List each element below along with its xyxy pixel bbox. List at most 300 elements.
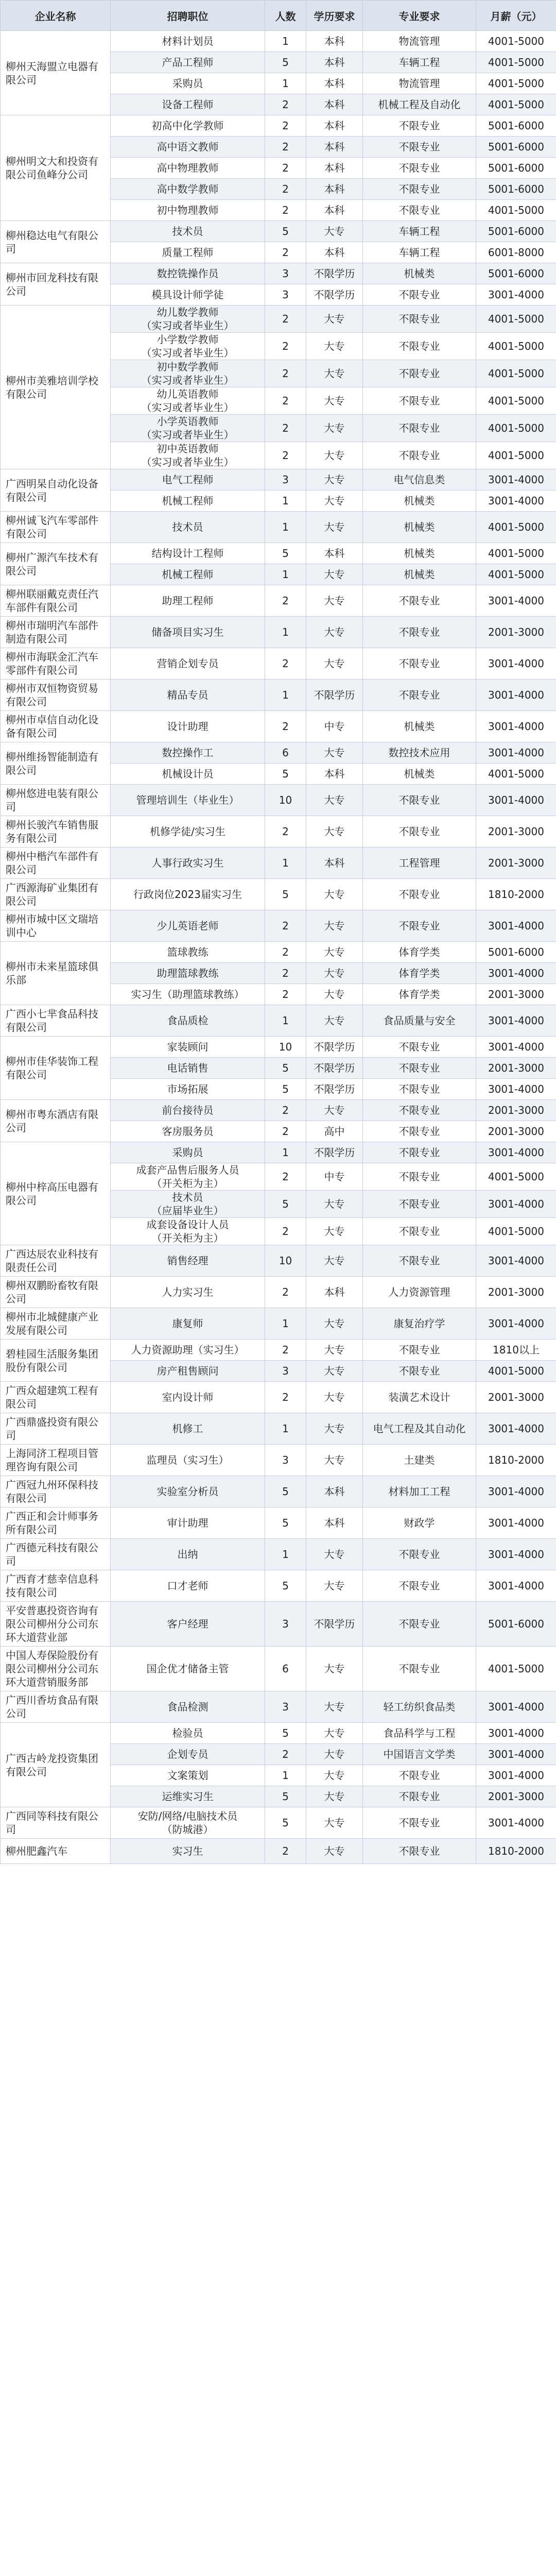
salary: 4001-5000 (476, 94, 556, 115)
major: 不限专业 (363, 115, 476, 137)
headcount: 5 (265, 1191, 306, 1218)
table-row (1, 942, 556, 963)
major: 不限专业 (363, 1647, 476, 1691)
job-title: 客房服务员 (111, 1121, 265, 1142)
major: 不限专业 (363, 1218, 476, 1245)
salary: 5001-6000 (476, 158, 556, 179)
company-name: 广西鼎盛投资有限公司 (1, 1413, 111, 1445)
education: 大专 (306, 1191, 363, 1218)
job-title: 高中物理教师 (111, 158, 265, 179)
education: 大专 (306, 816, 363, 848)
table-row (1, 1807, 556, 1839)
salary: 4001-5000 (476, 387, 556, 415)
education: 本科 (306, 764, 363, 785)
job-title: 行政岗位2023届实习生 (111, 879, 265, 910)
table-row (1, 1308, 556, 1340)
company-name: 柳州市粤东酒店有限公司 (1, 1100, 111, 1142)
major: 不限专业 (363, 306, 476, 333)
headcount: 5 (265, 764, 306, 785)
header-position: 招聘职位 (111, 1, 265, 31)
headcount: 2 (265, 415, 306, 442)
education: 大专 (306, 1839, 363, 1864)
job-title: 技术员 （应届毕业生） (111, 1191, 265, 1218)
education: 大专 (306, 564, 363, 585)
education: 本科 (306, 158, 363, 179)
job-title: 电话销售 (111, 1058, 265, 1079)
header-salary: 月薪（元） (476, 1, 556, 31)
salary: 3001-4000 (476, 680, 556, 711)
table-body (1, 31, 556, 1864)
table-row (1, 1539, 556, 1570)
job-title: 数控操作工 (111, 742, 265, 764)
salary: 5001-6000 (476, 179, 556, 200)
headcount: 2 (265, 1277, 306, 1308)
headcount: 1 (265, 848, 306, 879)
headcount: 3 (265, 1691, 306, 1723)
education: 大专 (306, 1245, 363, 1277)
company-name: 广西冠九州环保科技有限公司 (1, 1476, 111, 1507)
headcount: 3 (265, 1445, 306, 1476)
education: 大专 (306, 742, 363, 764)
headcount: 5 (265, 543, 306, 564)
salary: 4001-5000 (476, 1218, 556, 1245)
major: 人力资源管理 (363, 1277, 476, 1308)
job-title: 审计助理 (111, 1507, 265, 1539)
salary: 4001-5000 (476, 1163, 556, 1191)
headcount: 5 (265, 1807, 306, 1839)
job-title: 助理工程师 (111, 585, 265, 617)
job-title: 高中语文教师 (111, 137, 265, 158)
company-name: 柳州市瑞明汽车部件制造有限公司 (1, 617, 111, 648)
headcount: 1 (265, 1308, 306, 1340)
table-row (1, 1382, 556, 1413)
company-name: 柳州联丽戴克责任汽车部件有限公司 (1, 585, 111, 617)
job-title: 监理员（实习生） (111, 1445, 265, 1476)
salary: 4001-5000 (476, 200, 556, 221)
salary: 4001-5000 (476, 73, 556, 94)
major: 装潢艺术设计 (363, 1382, 476, 1413)
company-name: 广西明杲自动化设备有限公司 (1, 469, 111, 512)
major: 车辆工程 (363, 221, 476, 242)
major: 不限专业 (363, 200, 476, 221)
table-header-row (1, 1, 556, 31)
major: 不限专业 (363, 415, 476, 442)
job-title: 助理篮球教练 (111, 963, 265, 984)
job-title: 房产租售顾问 (111, 1361, 265, 1382)
major: 不限专业 (363, 1079, 476, 1100)
education: 大专 (306, 648, 363, 680)
company-name: 柳州市美雅培训学校有限公司 (1, 306, 111, 469)
job-title: 机修工 (111, 1413, 265, 1445)
education: 大专 (306, 785, 363, 816)
job-title: 采购员 (111, 73, 265, 94)
education: 大专 (306, 333, 363, 360)
education: 本科 (306, 179, 363, 200)
job-title: 口才老师 (111, 1570, 265, 1602)
major: 车辆工程 (363, 242, 476, 263)
job-title: 采购员 (111, 1142, 265, 1163)
job-title: 出纳 (111, 1539, 265, 1570)
major: 不限专业 (363, 1602, 476, 1647)
headcount: 2 (265, 984, 306, 1005)
headcount: 1 (265, 1765, 306, 1786)
salary: 3001-4000 (476, 785, 556, 816)
major: 轻工纺织食品类 (363, 1691, 476, 1723)
job-title: 数控铣操作员 (111, 263, 265, 284)
company-name: 柳州市北城健康产业发展有限公司 (1, 1308, 111, 1340)
table-row (1, 879, 556, 910)
headcount: 3 (265, 1602, 306, 1647)
job-title: 电气工程师 (111, 469, 265, 490)
headcount: 2 (265, 137, 306, 158)
salary: 3001-4000 (476, 742, 556, 764)
education: 本科 (306, 73, 363, 94)
education: 本科 (306, 115, 363, 137)
education: 大专 (306, 585, 363, 617)
salary: 4001-5000 (476, 333, 556, 360)
job-title: 检验员 (111, 1723, 265, 1744)
major: 体育学类 (363, 942, 476, 963)
education: 大专 (306, 1647, 363, 1691)
table-row (1, 617, 556, 648)
major: 不限专业 (363, 1163, 476, 1191)
job-title: 小学英语教师 （实习或者毕业生） (111, 415, 265, 442)
table-row (1, 785, 556, 816)
salary: 2001-3000 (476, 1058, 556, 1079)
major: 不限专业 (363, 1765, 476, 1786)
education: 大专 (306, 387, 363, 415)
job-title: 初高中化学教师 (111, 115, 265, 137)
headcount: 5 (265, 1079, 306, 1100)
headcount: 3 (265, 284, 306, 306)
headcount: 2 (265, 942, 306, 963)
job-title: 文案策划 (111, 1765, 265, 1786)
major: 食品质量与安全 (363, 1005, 476, 1037)
education: 大专 (306, 910, 363, 942)
table-row (1, 1413, 556, 1445)
salary: 4001-5000 (476, 306, 556, 333)
table-row (1, 115, 556, 137)
salary: 4001-5000 (476, 564, 556, 585)
table-row (1, 1037, 556, 1058)
major: 不限专业 (363, 1121, 476, 1142)
education: 大专 (306, 879, 363, 910)
salary: 4001-5000 (476, 543, 556, 564)
company-name: 柳州市城中区文瑞培训中心 (1, 910, 111, 942)
table-row (1, 848, 556, 879)
table-row (1, 1507, 556, 1539)
salary: 4001-5000 (476, 31, 556, 52)
major: 不限专业 (363, 333, 476, 360)
salary: 3001-4000 (476, 1570, 556, 1602)
job-title: 人事行政实习生 (111, 848, 265, 879)
headcount: 1 (265, 617, 306, 648)
major: 机械类 (363, 764, 476, 785)
job-title: 技术员 (111, 512, 265, 543)
headcount: 1 (265, 1413, 306, 1445)
salary: 4001-5000 (476, 442, 556, 469)
headcount: 2 (265, 158, 306, 179)
company-name: 广西小七芈食品科技有限公司 (1, 1005, 111, 1037)
education: 本科 (306, 94, 363, 115)
education: 中专 (306, 711, 363, 742)
job-title: 初中物理教师 (111, 200, 265, 221)
table-row (1, 306, 556, 333)
job-title: 材料计划员 (111, 31, 265, 52)
headcount: 5 (265, 1507, 306, 1539)
headcount: 2 (265, 711, 306, 742)
table-row (1, 1277, 556, 1308)
company-name: 柳州市海联金汇汽车零部件有限公司 (1, 648, 111, 680)
table-row (1, 1445, 556, 1476)
job-title: 技术员 (111, 221, 265, 242)
major: 机械类 (363, 263, 476, 284)
table-row (1, 1647, 556, 1691)
headcount: 5 (265, 879, 306, 910)
headcount: 5 (265, 1476, 306, 1507)
education: 本科 (306, 31, 363, 52)
job-title: 机械设计员 (111, 764, 265, 785)
salary: 3001-4000 (476, 1744, 556, 1765)
headcount: 2 (265, 1340, 306, 1361)
salary: 4001-5000 (476, 415, 556, 442)
major: 体育学类 (363, 963, 476, 984)
major: 不限专业 (363, 1100, 476, 1121)
education: 大专 (306, 1382, 363, 1413)
education: 大专 (306, 617, 363, 648)
headcount: 1 (265, 31, 306, 52)
salary: 3001-4000 (476, 469, 556, 490)
headcount: 2 (265, 1218, 306, 1245)
major: 不限专业 (363, 137, 476, 158)
salary: 1810以上 (476, 1340, 556, 1361)
major: 机械类 (363, 490, 476, 512)
salary: 3001-4000 (476, 963, 556, 984)
company-name: 广西育才慈幸信息科技有限公司 (1, 1570, 111, 1602)
job-title: 安防/网络/电脑技术员 （防城港） (111, 1807, 265, 1839)
major: 数控技术应用 (363, 742, 476, 764)
major: 不限专业 (363, 585, 476, 617)
job-title: 精品专员 (111, 680, 265, 711)
salary: 3001-4000 (476, 1413, 556, 1445)
headcount: 2 (265, 360, 306, 387)
major: 不限专业 (363, 648, 476, 680)
company-name: 柳州天海盟立电器有限公司 (1, 31, 111, 115)
company-name: 柳州市双恒物资贸易有限公司 (1, 680, 111, 711)
header-count: 人数 (265, 1, 306, 31)
salary: 5001-6000 (476, 137, 556, 158)
table-row (1, 816, 556, 848)
job-title: 室内设计师 (111, 1382, 265, 1413)
salary: 4001-5000 (476, 1361, 556, 1382)
job-title: 幼儿英语教师 （实习或者毕业生） (111, 387, 265, 415)
salary: 2001-3000 (476, 1786, 556, 1807)
salary: 3001-4000 (476, 711, 556, 742)
job-title: 人力实习生 (111, 1277, 265, 1308)
major: 不限专业 (363, 1839, 476, 1864)
job-title: 储备项目实习生 (111, 617, 265, 648)
headcount: 2 (265, 115, 306, 137)
job-title: 康复师 (111, 1308, 265, 1340)
major: 电气工程及其自动化 (363, 1413, 476, 1445)
table-row (1, 512, 556, 543)
major: 机械类 (363, 543, 476, 564)
table-row (1, 1005, 556, 1037)
education: 不限学历 (306, 1142, 363, 1163)
headcount: 1 (265, 512, 306, 543)
headcount: 3 (265, 469, 306, 490)
education: 本科 (306, 848, 363, 879)
education: 本科 (306, 1507, 363, 1539)
major: 不限专业 (363, 179, 476, 200)
major: 物流管理 (363, 73, 476, 94)
headcount: 6 (265, 1647, 306, 1691)
job-title: 模具设计师学徒 (111, 284, 265, 306)
salary: 2001-3000 (476, 1121, 556, 1142)
major: 不限专业 (363, 617, 476, 648)
job-title: 成套设备设计人员 （开关柜为主） (111, 1218, 265, 1245)
education: 大专 (306, 360, 363, 387)
education: 不限学历 (306, 1079, 363, 1100)
major: 不限专业 (363, 387, 476, 415)
company-name: 广西正和会计师事务所有限公司 (1, 1507, 111, 1539)
salary: 3001-4000 (476, 1308, 556, 1340)
headcount: 1 (265, 1539, 306, 1570)
salary: 2001-3000 (476, 617, 556, 648)
education: 大专 (306, 984, 363, 1005)
major: 机械类 (363, 711, 476, 742)
headcount: 1 (265, 490, 306, 512)
education: 大专 (306, 1765, 363, 1786)
job-title: 篮球教练 (111, 942, 265, 963)
job-title: 机械工程师 (111, 490, 265, 512)
job-title: 初中数学教师 （实习或者毕业生） (111, 360, 265, 387)
education: 大专 (306, 442, 363, 469)
salary: 5001-6000 (476, 942, 556, 963)
headcount: 10 (265, 1245, 306, 1277)
major: 不限专业 (363, 879, 476, 910)
company-name: 柳州中梓高压电器有限公司 (1, 1142, 111, 1245)
job-title: 客户经理 (111, 1602, 265, 1647)
job-title: 实习生（助理篮球教练） (111, 984, 265, 1005)
major: 不限专业 (363, 1786, 476, 1807)
education: 本科 (306, 52, 363, 73)
headcount: 10 (265, 1037, 306, 1058)
headcount: 5 (265, 1570, 306, 1602)
salary: 4001-5000 (476, 512, 556, 543)
headcount: 5 (265, 1786, 306, 1807)
company-name: 柳州明文大和投资有限公司鱼峰分公司 (1, 115, 111, 221)
headcount: 2 (265, 648, 306, 680)
education: 大专 (306, 1100, 363, 1121)
company-name: 广西源海矿业集团有限公司 (1, 879, 111, 910)
table-row (1, 1142, 556, 1163)
salary: 2001-3000 (476, 1382, 556, 1413)
education: 大专 (306, 1723, 363, 1744)
headcount: 5 (265, 1058, 306, 1079)
education: 大专 (306, 1218, 363, 1245)
education: 不限学历 (306, 1037, 363, 1058)
salary: 6001-8000 (476, 242, 556, 263)
headcount: 2 (265, 585, 306, 617)
headcount: 2 (265, 387, 306, 415)
company-name: 柳州市卓信自动化设备有限公司 (1, 711, 111, 742)
company-name: 平安普惠投资咨询有限公司柳州分公司东环大道营业部 (1, 1602, 111, 1647)
header-education: 学历要求 (306, 1, 363, 31)
salary: 4001-5000 (476, 1647, 556, 1691)
headcount: 2 (265, 306, 306, 333)
major: 不限专业 (363, 1245, 476, 1277)
salary: 2001-3000 (476, 1100, 556, 1121)
major: 土建类 (363, 1445, 476, 1476)
job-title: 管理培训生（毕业生） (111, 785, 265, 816)
education: 不限学历 (306, 263, 363, 284)
education: 大专 (306, 942, 363, 963)
headcount: 2 (265, 1100, 306, 1121)
education: 不限学历 (306, 680, 363, 711)
job-title: 设计助理 (111, 711, 265, 742)
table-row (1, 711, 556, 742)
salary: 3001-4000 (476, 1079, 556, 1100)
education: 高中 (306, 1121, 363, 1142)
job-title: 运维实习生 (111, 1786, 265, 1807)
major: 物流管理 (363, 31, 476, 52)
header-company: 企业名称 (1, 1, 111, 31)
major: 车辆工程 (363, 52, 476, 73)
education: 中专 (306, 1163, 363, 1191)
major: 机械工程及自动化 (363, 94, 476, 115)
company-name: 柳州诚飞汽车零部件有限公司 (1, 512, 111, 543)
headcount: 2 (265, 442, 306, 469)
table-row (1, 585, 556, 617)
headcount: 1 (265, 73, 306, 94)
salary: 3001-4000 (476, 1037, 556, 1058)
table-row (1, 469, 556, 490)
headcount: 2 (265, 200, 306, 221)
table-row (1, 1245, 556, 1277)
salary: 2001-3000 (476, 816, 556, 848)
headcount: 1 (265, 1005, 306, 1037)
education: 不限学历 (306, 1058, 363, 1079)
table-row (1, 1602, 556, 1647)
salary: 2001-3000 (476, 1277, 556, 1308)
education: 大专 (306, 469, 363, 490)
job-title: 前台接待员 (111, 1100, 265, 1121)
major: 工程管理 (363, 848, 476, 879)
education: 大专 (306, 490, 363, 512)
salary: 5001-6000 (476, 221, 556, 242)
education: 大专 (306, 221, 363, 242)
major: 不限专业 (363, 158, 476, 179)
education: 大专 (306, 1413, 363, 1445)
job-title: 机修学徒/实习生 (111, 816, 265, 848)
salary: 3001-4000 (476, 490, 556, 512)
table-row (1, 742, 556, 764)
major: 不限专业 (363, 1361, 476, 1382)
education: 大专 (306, 1691, 363, 1723)
company-name: 柳州市未来星篮球俱乐部 (1, 942, 111, 1005)
company-name: 柳州双鹏盼畜牧有限公司 (1, 1277, 111, 1308)
table-row (1, 910, 556, 942)
job-title: 小学数学教师 （实习或者毕业生） (111, 333, 265, 360)
job-title: 食品质检 (111, 1005, 265, 1037)
education: 不限学历 (306, 1602, 363, 1647)
salary: 4001-5000 (476, 52, 556, 73)
table-row (1, 1691, 556, 1723)
company-name: 柳州肥鑫汽车 (1, 1839, 111, 1864)
job-title: 营销企划专员 (111, 648, 265, 680)
job-title: 机械工程师 (111, 564, 265, 585)
